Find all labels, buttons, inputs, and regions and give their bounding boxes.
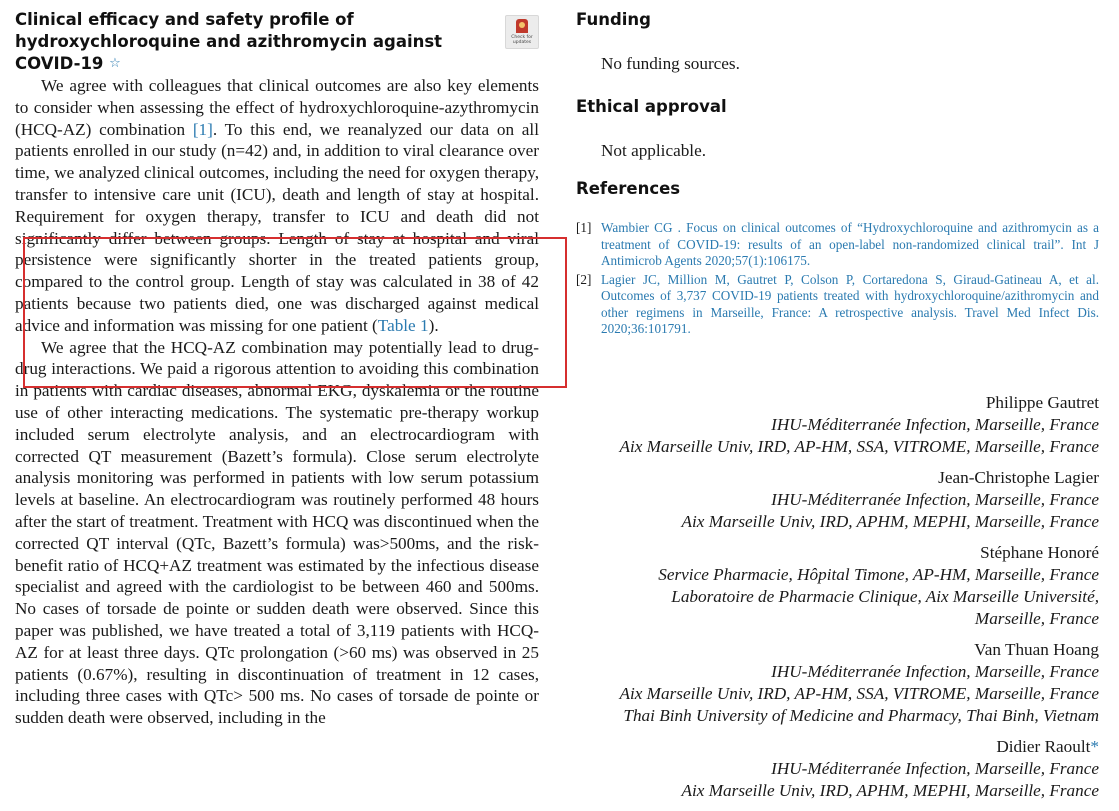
paragraph-1-text-b: . To this end, we reanalyzed our data on all patients enrolled in our study (n=42) and, in addition to viral clearance over time, we analyzed clinical outcomes, including the need for oxygen therapy, transfer to intensive care unit (ICU), death and length of stay at hospital. Requirement for oxygen therapy, transfer to ICU and death did not significantly differ between groups. Length of stay at hospital and viral persistence were significantly shorter in the treated patients group, compared to the control group. Length of stay was calculated in 38 of 42 patients because two patients died, one was discharged against medical advice and information was missing for one patient ( bbox=[15, 119, 539, 335]
reference-text[interactable]: Lagier JC, Million M, Gautret P, Colson P, Cortaredona S, Giraud-Gatineau A, et al. Outcomes of 3,737 COVID-19 patients treated with hydroxychloroquine/azithromycin and other regimens in Marseille, France: A retrospective analysis. Travel Med Infect Dis. 2020;36:101791. bbox=[601, 271, 1099, 336]
paragraph-1-text-c: ). bbox=[428, 315, 439, 335]
paragraph-1-text-a: We agree with colleagues that clinical outcomes are also key elements to consider when assessing the effect of hydroxychloroquine-azythromycin (HCQ-AZ) combination bbox=[15, 76, 539, 139]
left-column bbox=[15, 9, 539, 728]
article-body bbox=[15, 75, 539, 729]
references-heading: References bbox=[576, 179, 681, 198]
author-affiliation: Thai Binh University of Medicine and Pharmacy, Thai Binh, Vietnam bbox=[623, 706, 1099, 725]
reference-number: [1] bbox=[576, 220, 592, 235]
author-name: Van Thuan Hoang bbox=[974, 640, 1099, 659]
author-name: Philippe Gautret bbox=[985, 393, 1099, 412]
reference-text[interactable]: Wambier CG . Focus on clinical outcomes of “Hydroxychloroquine and azithromycin as a treatment of COVID-19: results of an open-label non-randomized clinical trail”. Int J Antimicrob Agents 2020;57(1):106175. bbox=[601, 220, 1099, 268]
article-title-text: Clinical efficacy and safety profile of hydroxychloroquine and azithromycin against COVID-19 bbox=[15, 10, 443, 73]
author-block bbox=[576, 736, 1099, 802]
author-block bbox=[576, 542, 1099, 630]
author-affiliation: Aix Marseille Univ, IRD, AP-HM, SSA, VITROME, Marseille, France bbox=[619, 437, 1099, 456]
check-for-updates-text: Check for updates bbox=[511, 35, 533, 45]
reference-item[interactable] bbox=[576, 220, 1099, 270]
author-affiliation: IHU-Méditerranée Infection, Marseille, France bbox=[771, 759, 1099, 778]
author-affiliation: IHU-Méditerranée Infection, Marseille, France bbox=[771, 415, 1099, 434]
reference-item[interactable] bbox=[576, 272, 1099, 338]
check-for-updates-badge[interactable] bbox=[505, 15, 539, 49]
table-1-link[interactable]: Table 1 bbox=[377, 315, 429, 335]
author-affiliation: IHU-Méditerranée Infection, Marseille, France bbox=[771, 662, 1099, 681]
author-name-row bbox=[576, 736, 1099, 758]
ethics-heading: Ethical approval bbox=[576, 97, 727, 116]
author-name: Stéphane Honoré bbox=[980, 543, 1099, 562]
title-star-icon[interactable]: ☆ bbox=[109, 56, 121, 71]
paragraph-1 bbox=[15, 75, 539, 337]
reference-number: [2] bbox=[576, 271, 592, 287]
article-title bbox=[15, 9, 490, 75]
author-name: Didier Raoult bbox=[996, 737, 1091, 756]
author-block bbox=[576, 392, 1099, 458]
author-affiliation: Service Pharmacie, Hôpital Timone, AP-HM, Marseille, France bbox=[658, 565, 1099, 584]
funding-heading: Funding bbox=[576, 10, 651, 29]
ethics-text: Not applicable. bbox=[601, 141, 706, 160]
author-affiliation: Aix Marseille Univ, IRD, APHM, MEPHI, Marseille, France bbox=[681, 781, 1099, 800]
author-list bbox=[576, 392, 1099, 811]
funding-text: No funding sources. bbox=[601, 54, 740, 73]
author-name: Jean-Christophe Lagier bbox=[938, 468, 1099, 487]
author-block bbox=[576, 639, 1099, 727]
author-affiliation: Aix Marseille Univ, IRD, APHM, MEPHI, Marseille, France bbox=[681, 512, 1099, 531]
reference-link-1[interactable]: [1] bbox=[192, 119, 213, 139]
author-affiliation: IHU-Méditerranée Infection, Marseille, France bbox=[771, 490, 1099, 509]
reference-list bbox=[576, 220, 1099, 340]
paragraph-2: We agree that the HCQ-AZ combination may potentially lead to drug-drug interactions. We paid a rigorous attention to avoiding this combination in patients with cardiac diseases, abnormal EKG, dyskalemia or the routine use of other interacting medications. The systematic pre-therapy workup included serum electrolyte analysis, and an electrocardiogram with corrected QT measurement (Bazett’s formula). Close serum electrolyte analysis monitoring was performed in patients with low serum potassium levels at baseline. An electrocardiogram was routinely performed 48 hours after the start of treatment. Treatment with HCQ was discontinued when the corrected QT interval (QTc, Bazett’s formula) was>500ms, and the risk-benefit ratio of HCQ+AZ treatment was estimated by the infectious disease specialist and agreed with the cardiologist to be between 460 and 500ms. No cases of torsade de pointe or sudden death were observed. Since this paper was published, we have treated a total of 3,119 patients with HCQ-AZ for at least three days. QTc prolongation (>60 ms) was observed in 25 patients (0.67%), resulting in discontinuation of treatment in 12 cases, including three cases with QTc> 500 ms. No cases of torsade de pointe or sudden death were observed, including in the bbox=[15, 337, 539, 728]
corresponding-author-asterisk[interactable]: * bbox=[1090, 737, 1099, 756]
author-affiliation: Laboratoire de Pharmacie Clinique, Aix Marseille Université, Marseille, France bbox=[671, 587, 1099, 628]
author-affiliation: Aix Marseille Univ, IRD, AP-HM, SSA, VITROME, Marseille, France bbox=[619, 684, 1099, 703]
bookmark-icon bbox=[516, 19, 528, 33]
author-block bbox=[576, 467, 1099, 533]
